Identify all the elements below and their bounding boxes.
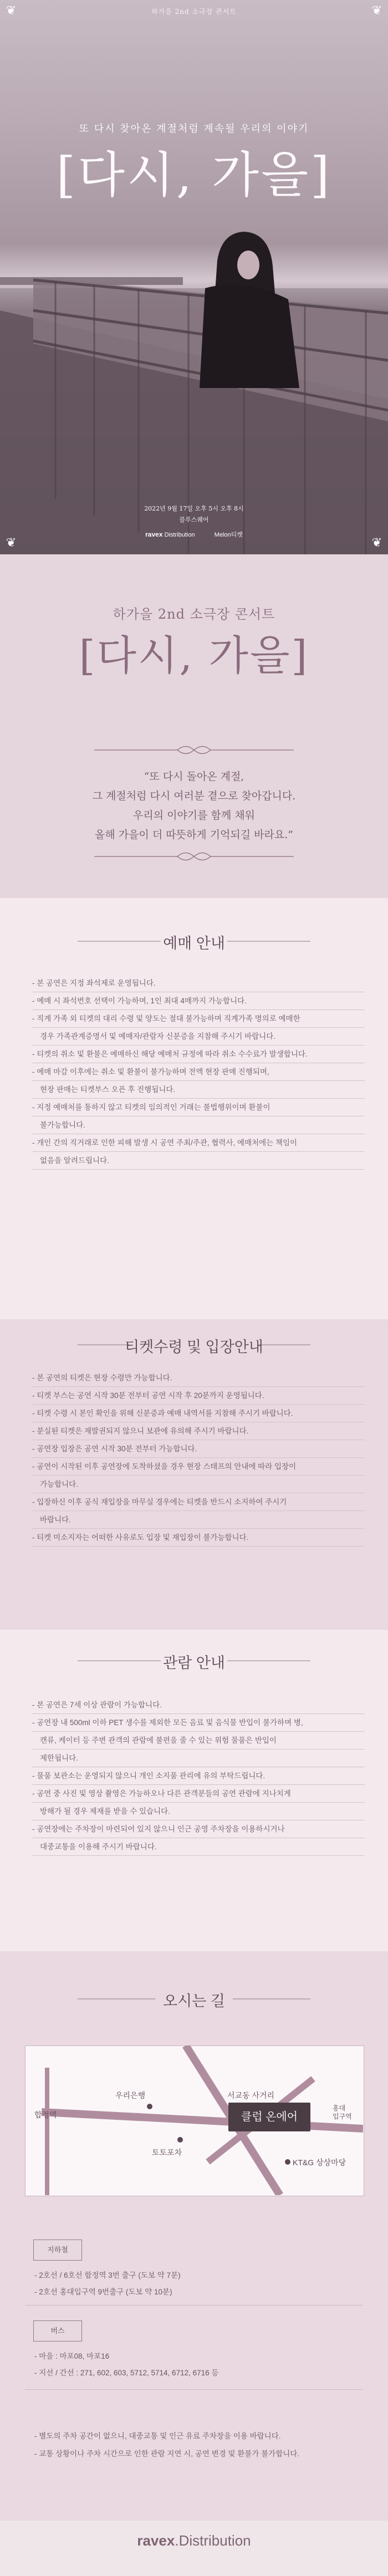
list-item: 방해가 될 경우 제재를 받을 수 있습니다. <box>32 1803 365 1820</box>
bridge-scene-illustration <box>0 0 388 554</box>
hero-kicker: 하가을 2nd 소극장 콘서트 <box>151 8 237 16</box>
list-item: 대중교통을 이용해 주시기 바랍니다. <box>32 1838 365 1856</box>
list-item: - 공연장 내 500ml 이하 PET 생수를 제외한 모든 음료 및 음식물 반입이 불가하며 병, <box>32 1714 365 1732</box>
directions-heading: 오시는 길 <box>163 1993 225 2009</box>
list-item: - 본 공연은 7세 이상 관람이 가능합니다. <box>32 1696 365 1714</box>
list-item: - 개인 간의 직거래로 인한 피해 발생 시 공연 주최/주관, 협력사, 예매처에는 책임이 <box>32 1134 365 1152</box>
list-item: - 본 공연의 티켓은 현장 수령만 가능합니다. <box>32 1369 365 1387</box>
map-venue-marker[interactable]: 클럽 온에어 <box>228 2103 310 2131</box>
hero-tagline: 또 다시 찾아온 계절처럼 계속될 우리의 이야기 <box>79 123 309 135</box>
list-item: - 본 공연은 지정 좌석제로 운영됩니다. <box>32 975 365 992</box>
entry-heading: 티켓수령 및 입장안내 <box>125 1339 263 1355</box>
reservation-list <box>32 975 365 1170</box>
hero-date: 2022년 9월 17일 오후 5시 오후 8시 <box>144 505 244 512</box>
list-item: - 공연장에는 주차장이 마련되어 있지 않으니 인근 공영 주차장을 이용하시거나 <box>32 1820 365 1838</box>
intro-title: [다시, 가을] <box>79 632 309 680</box>
map-label-wooribank: 우리은행 <box>115 2091 146 2100</box>
map-label-seogyo: 서교동 사거리 <box>227 2091 275 2100</box>
hero-poster <box>0 0 388 554</box>
hero-date-venue <box>0 503 388 526</box>
list-item: - 공연이 시작된 이후 공연장에 도착하셨을 경우 현장 스태프의 안내에 따라 입장이 <box>32 1458 365 1476</box>
map-label-hongdae: 홍대 입구역 <box>333 2104 352 2120</box>
ravex-logo: ravex Distribution <box>145 530 195 538</box>
list-item: - 티켓 미소지자는 어떠한 사유로도 입장 및 재입장이 불가능합니다. <box>32 1529 365 1547</box>
viewing-heading: 관람 안내 <box>163 1655 225 1671</box>
list-item: - 입장하신 이후 공식 재입장을 마무실 경우에는 티켓을 반드시 소지하여 주시기 <box>32 1493 365 1511</box>
list-item: 불가능합니다. <box>32 1116 365 1134</box>
list-item: - 직계 가족 외 티켓의 대리 수령 및 양도는 절대 불가능하며 직계가족 명의로 예매한 <box>32 1010 365 1028</box>
viewing-list <box>32 1696 365 1856</box>
map-label-ktng: KT&G 상상마당 <box>293 2158 346 2167</box>
corner-ornament-icon: ❦ <box>371 536 382 550</box>
reservation-heading: 예매 안내 <box>163 935 225 952</box>
entry-list <box>32 1369 365 1547</box>
melon-ticket-logo: Melon티켓 <box>214 532 243 538</box>
map-roads <box>25 2046 363 2195</box>
hero-logos <box>0 530 388 539</box>
list-item: - 지정 예매처를 통하지 않고 티켓의 임의적인 거래는 불법행위이며 환불이 <box>32 1099 365 1116</box>
bus-tag: 버스 <box>33 2320 82 2342</box>
list-item: 바랍니다. <box>32 1511 365 1529</box>
list-item: 제한됩니다. <box>32 1749 365 1767</box>
list-item: - 물품 보관소는 운영되지 않으니 개인 소지품 관리에 유의 부탁드립니다. <box>32 1767 365 1785</box>
list-item: 경우 가족관계증명서 및 예매자/관람자 신분증을 지참해 주시기 바랍니다. <box>32 1028 365 1045</box>
list-item: - 예매 마감 이후에는 취소 및 환불이 불가능하며 전액 현장 판매 진행되며, <box>32 1063 365 1081</box>
ornament-divider-icon <box>94 742 294 758</box>
intro-quote: “또 다시 돌아온 계절, 그 계절처럼 다시 여러분 곁으로 찾아갑니다. 우리의 이야기를 함께 채워 올해 가을이 더 따뜻하게 기억되길 바라요.” <box>92 771 296 841</box>
subway-tag: 지하철 <box>33 2240 82 2261</box>
event-detail-page: 하가을 2nd 소극장 콘서트 또 다시 찾아온 계절처럼 계속될 우리의 이야기 [다시, 가을] 2022년 9월 17일 오후 5시 오후 8시 블루스퀘어 ravex Distribution Melon티켓 ❦ ❦ ❦ ❦ 하가을 2nd 소극장 콘서트 [다시, 가을] “또 다시 돌아온 계절, 그 계절처럼 다시 여러분 곁으로 찾아갑니다. 우리의 이야기를 함께 채워 올해 가을이 더 따뜻하게 기억되길 바라요.” 예매 안내 - 본 공연은 지정 좌석제로 운영됩니다. - 예매 시 좌석번호 선택이 가능하며, 1인 최대 4매까지 가능합니다. - 직계 가족 외 티켓의 대리 수령 및 양도는 절대 불가능하며 직계가족 명의로 예매한 경우 가족관계증명서 및 예매자/관람자 신분증을 지참해 주시기 바랍니다. - 티켓의 취소 및 환불은 예매하신 해당 예매처 규정에 따라 취소 수수료가 발생합니다. - 예매 마감 이후에는 취소 및 환불이 불가능하며 전액 현장 판매 진행되며, 현장 판매는 티켓부스 오픈 후 진행됩니다. - 지정 예매처를 통하지 않고 티켓의 임의적인 거래는 불법행위이며 환불이 불가능합니다. - 개인 간의 직거래로 인한 피해 발생 시 공연 주최/주관, 협력사, 예매처에는 책임이 없음을 알려드립니다. 티켓수령 및 입장안내 - 본 공연의 티켓은 현장 수령만 가능합니다. - 티켓 부스는 공연 시작 30분 전부터 공연 시작 후 20분까지 운영됩니다. - 티켓 수령 시 본인 확인을 위해 신분증과 예매 내역서를 지참해 주시기 바랍니다. - 분실된 티켓은 재발권되지 않으니 보관에 유의해 주시기 바랍니다. - 공연장 입장은 공연 시작 30분 전부터 가능합니다. - 공연이 시작된 이후 공연장에 도착하셨을 경우 현장 스태프의 안내에 따라 입장이 가능합니다. - 입장하신 이후 공식 재입장을 마무실 경우에는 티켓을 반드시 소지하여 주시기 바랍니다. - 티켓 미소지자는 어떠한 사유로도 입장 및 재입장이 불가능합니다. 관람 안내 - 본 공연은 7세 이상 관람이 가능합니다. - 공연장 내 500ml 이하 PET 생수를 제외한 모든 음료 및 음식물 반입이 불가하며 병, 캔류, 케이터 등 주변 관객의 관람에 불편을 줄 수 있는 위험 물품은 반입이 제한됩니다. - 물품 보관소는 운영되지 않으니 개인 소지품 관리에 유의 부탁드립니다. - 공연 중 사진 및 영상 촬영은 가능하오나 다른 관객분들의 공연 관람에 지나치게 방해가 될 경우 제재를 받을 수 있습니다. - 공연장에는 주차장이 마련되어 있지 않으니 인근 공영 주차장을 이용하시거나 대중교통을 이용해 주시기 바랍니다. 오시는 길 합정역 우리은행 서교동 사거리 홍대 입구역 토토포차 클럽 온에어 KT&G 상상마당 지하철 - 2호선 / 6호선 합정역 3번 출구 (도보 약 7분) - 2호선 홍대입구역 9번출구 (도보 약 10분) 버스 - 마을 : 마포08, 마포16 - 지선 / 간선 : 271, 602, 603, 5712, 5714, 6712, 6716 등 - 별도의 주차 공간이 없으니, 대중교통 및 인근 유료 주차장을 이용 바랍니다. - 교통 상황이나 주차 시간으로 인한 관람 지연 시, 공연 변경 및 환불가 불가합니다. ravex.Distribution <box>0 0 388 2576</box>
delay-note: - 교통 상황이나 주차 시간으로 인한 관람 지연 시, 공연 변경 및 환불가 불가합니다. <box>34 2450 300 2458</box>
hero-title: [다시, 가을] <box>56 146 332 203</box>
list-item: 없음을 알려드립니다. <box>32 1152 365 1170</box>
list-item: - 티켓의 취소 및 환불은 예매하신 해당 예매처 규정에 따라 취소 수수료가 발생합니다. <box>32 1045 365 1063</box>
list-item: - 분실된 티켓은 재발권되지 않으니 보관에 유의해 주시기 바랍니다. <box>32 1422 365 1440</box>
list-item: - 공연장 입장은 공연 시작 30분 전부터 가능합니다. <box>32 1440 365 1458</box>
map-label-toto: 토토포차 <box>152 2148 182 2157</box>
parking-note: - 별도의 주차 공간이 없으니, 대중교통 및 인근 유료 주차장을 이용 바랍니다. <box>34 2432 281 2440</box>
ornament-divider-icon <box>94 848 294 865</box>
list-item: - 티켓 수령 시 본인 확인을 위해 신분증과 예매 내역서를 지참해 주시기 바랍니다. <box>32 1405 365 1422</box>
corner-ornament-icon: ❦ <box>371 4 382 18</box>
list-item: 현장 판매는 티켓부스 오픈 후 진행됩니다. <box>32 1081 365 1099</box>
list-item: - 예매 시 좌석번호 선택이 가능하며, 1인 최대 4매까지 가능합니다. <box>32 992 365 1010</box>
list-item: 가능합니다. <box>32 1476 365 1493</box>
map-label-hapjeong: 합정역 <box>34 2110 57 2119</box>
intro-subtitle: 하가을 2nd 소극장 콘서트 <box>113 606 275 622</box>
list-item: - 티켓 부스는 공연 시작 30분 전부터 공연 시작 후 20분까지 운영됩니다. <box>32 1387 365 1405</box>
hero-venue: 블루스퀘어 <box>179 516 209 523</box>
corner-ornament-icon: ❦ <box>6 536 17 550</box>
list-item: 캔류, 케이터 등 주변 관객의 관람에 불편을 줄 수 있는 위험 물품은 반입이 <box>32 1732 365 1749</box>
corner-ornament-icon: ❦ <box>6 4 17 18</box>
footer-brand: ravex.Distribution <box>137 2532 251 2549</box>
list-item: - 공연 중 사진 및 영상 촬영은 가능하오나 다른 관객분들의 공연 관람에 지나치게 <box>32 1785 365 1803</box>
